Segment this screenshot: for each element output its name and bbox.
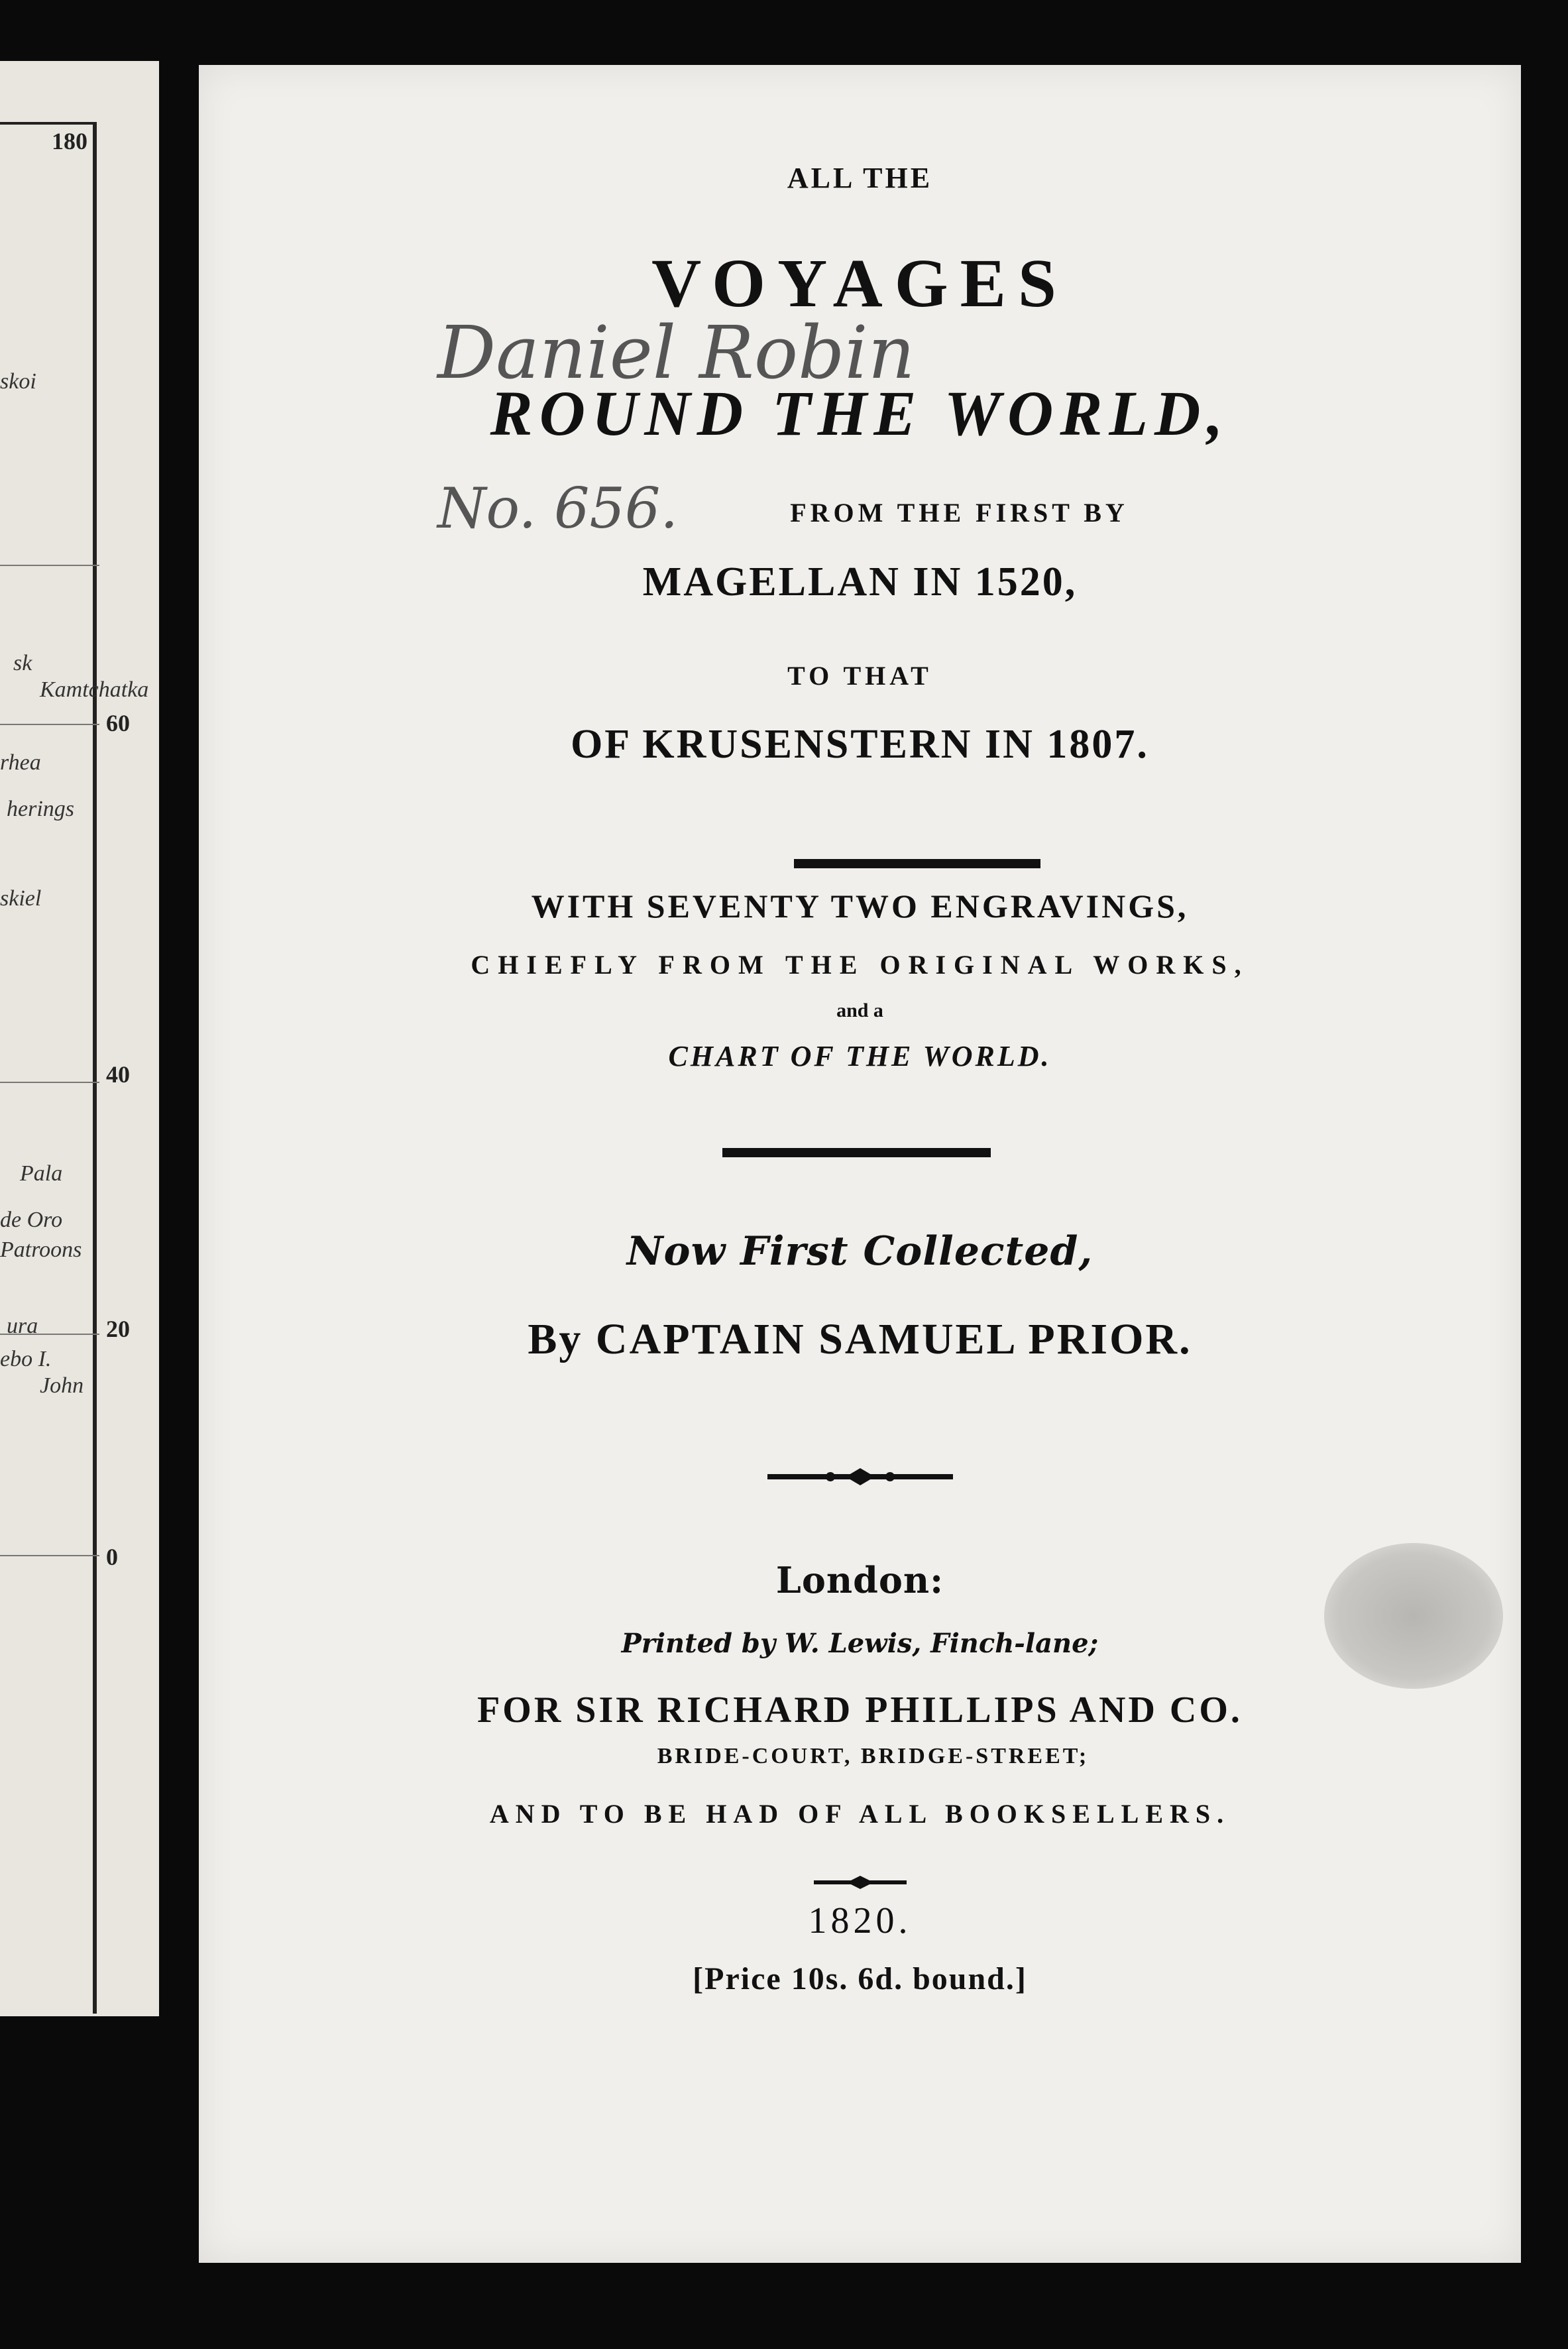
ornament-icon bbox=[767, 1467, 953, 1487]
handwritten-name: Daniel Robin bbox=[437, 310, 915, 395]
text-author: By CAPTAIN SAMUEL PRIOR. bbox=[528, 1315, 1192, 1363]
handwritten-number: No. 656. bbox=[437, 476, 679, 541]
map-label: de Oro bbox=[0, 1208, 63, 1232]
map-number-0: 0 bbox=[106, 1544, 118, 1570]
text-and-a: and a bbox=[836, 1000, 883, 1021]
map-number-20: 20 bbox=[106, 1316, 130, 1342]
map-label: herings bbox=[7, 797, 74, 821]
text-from-the-first-by: FROM THE FIRST BY bbox=[790, 498, 1129, 528]
text-chart-of-the-world: CHART OF THE WORLD. bbox=[668, 1040, 1052, 1072]
title-page bbox=[199, 65, 1521, 2263]
text-printed-by: Printed by W. Lewis, Finch-lane; bbox=[621, 1628, 1099, 1659]
map-label: John bbox=[40, 1373, 84, 1398]
ornament-divider bbox=[199, 1462, 1521, 1493]
map-label: skoi bbox=[0, 369, 36, 394]
text-publisher: FOR SIR RICHARD PHILLIPS AND CO. bbox=[477, 1690, 1243, 1731]
ornament-small-icon bbox=[814, 1876, 907, 1889]
divider-rule bbox=[794, 859, 1040, 868]
text-original-works: CHIEFLY FROM THE ORIGINAL WORKS, bbox=[471, 950, 1249, 980]
text-london: London: bbox=[775, 1559, 944, 1601]
text-year: 1820. bbox=[808, 1900, 912, 1941]
map-gridline bbox=[0, 1082, 99, 1083]
divider-rule bbox=[722, 1148, 991, 1157]
map-label: Kamtchatka bbox=[40, 677, 149, 702]
heading-round-the-world: ROUND THE WORLD, bbox=[490, 378, 1230, 449]
map-label: ura bbox=[7, 1314, 38, 1338]
text-price: [Price 10s. 6d. bound.] bbox=[693, 1961, 1027, 1996]
text-krusenstern: OF KRUSENSTERN IN 1807. bbox=[571, 722, 1149, 767]
text-now-first-collected: Now First Collected, bbox=[626, 1228, 1093, 1275]
ornament-small bbox=[199, 1864, 1521, 1896]
text-to-that: TO THAT bbox=[787, 661, 932, 691]
book-gutter bbox=[159, 40, 199, 2326]
map-gridline bbox=[0, 724, 99, 725]
map-number-60: 60 bbox=[106, 710, 130, 736]
map-label: skiel bbox=[0, 886, 42, 911]
heading-all-the: ALL THE bbox=[787, 162, 933, 194]
text-booksellers: AND TO BE HAD OF ALL BOOKSELLERS. bbox=[489, 1799, 1231, 1829]
map-label: sk bbox=[13, 651, 32, 675]
map-gridline bbox=[0, 1555, 99, 1556]
heading-voyages: VOYAGES bbox=[651, 245, 1068, 321]
map-number-40: 40 bbox=[106, 1061, 130, 1088]
text-address: BRIDE-COURT, BRIDGE-STREET; bbox=[657, 1744, 1090, 1768]
text-engravings: WITH SEVENTY TWO ENGRAVINGS, bbox=[531, 888, 1189, 925]
map-page bbox=[0, 61, 162, 2016]
map-label: Pala bbox=[20, 1161, 63, 1186]
map-number-180: 180 bbox=[52, 128, 87, 154]
map-label: rhea bbox=[0, 750, 41, 775]
map-label: Patroons bbox=[0, 1237, 82, 1262]
map-gridline bbox=[0, 565, 99, 566]
text-magellan: MAGELLAN IN 1520, bbox=[642, 559, 1078, 604]
map-frame bbox=[0, 122, 97, 2014]
map-label: ebo I. bbox=[0, 1347, 52, 1371]
